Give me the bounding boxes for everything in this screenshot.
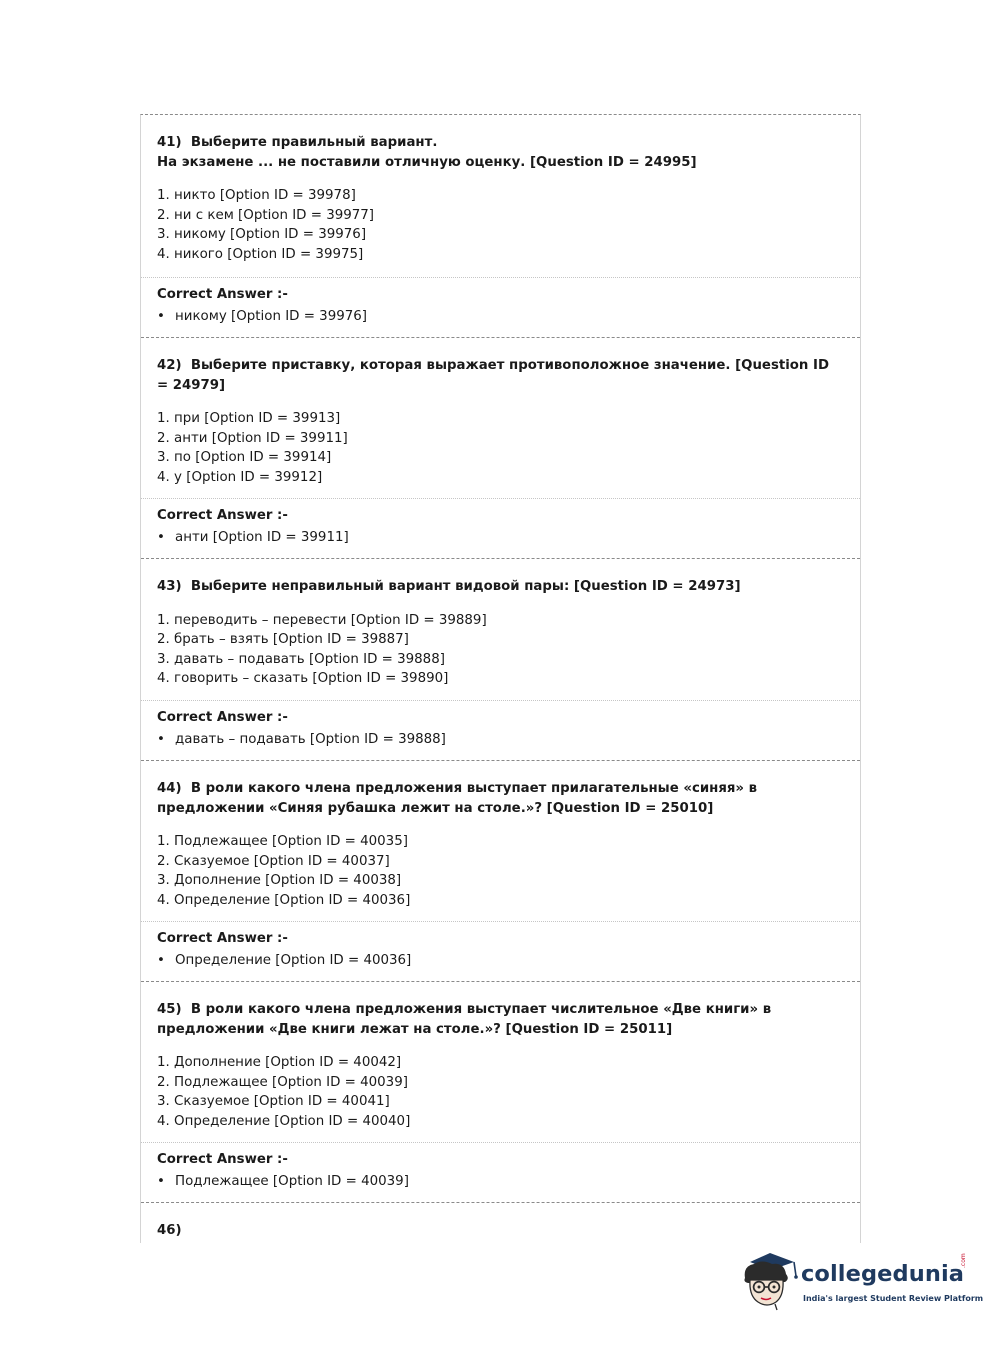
brand-dotcom: .com <box>960 1253 967 1268</box>
question-block <box>141 761 860 982</box>
question-text: 44) В роли какого члена предложения выступает прилагательные «синяя» в предложении «Синяя рубашка лежит на столе.»? [Question ID = 25010] <box>157 781 758 816</box>
correct-answer: • Подлежащее [Option ID = 40039] <box>157 1172 844 1192</box>
correct-answer: • никому [Option ID = 39976] <box>157 307 844 327</box>
question-paper <box>140 114 861 1243</box>
correct-answer-label: Correct Answer :- <box>157 508 288 523</box>
question-block <box>141 115 860 338</box>
options-list <box>157 186 844 273</box>
answer-part <box>141 278 860 337</box>
question-part <box>141 761 860 922</box>
option-item: 4. говорить – сказать [Option ID = 39890] <box>157 671 449 687</box>
option-item: 1. никто [Option ID = 39978] <box>157 188 356 204</box>
option-item: 2. Сказуемое [Option ID = 40037] <box>157 853 390 869</box>
answer-part <box>141 1143 860 1202</box>
option-item: 4. Определение [Option ID = 40036] <box>157 892 411 908</box>
question-block <box>141 559 860 761</box>
option-item: 3. Сказуемое [Option ID = 40041] <box>157 1094 390 1110</box>
question-part <box>141 982 860 1143</box>
option-item: 4. никого [Option ID = 39975] <box>157 246 364 262</box>
correct-answer-list <box>157 1172 844 1192</box>
student-mascot-icon <box>740 1248 802 1312</box>
correct-answer-list <box>157 528 844 548</box>
options-list <box>157 409 844 496</box>
question-part <box>141 338 860 499</box>
option-item: 3. Дополнение [Option ID = 40038] <box>157 873 402 889</box>
question-text: 45) В роли какого члена предложения выступает числительное «Две книги» в предложении «Две книги лежат на столе.»? [Question ID = 25011] <box>157 1002 772 1037</box>
option-item: 2. ни с кем [Option ID = 39977] <box>157 207 375 223</box>
correct-answer: • Определение [Option ID = 40036] <box>157 951 844 971</box>
answer-part <box>141 701 860 760</box>
option-item: 2. брать – взять [Option ID = 39887] <box>157 632 409 648</box>
question-number: 46) <box>157 1223 182 1238</box>
collegedunia-logo[interactable] <box>740 1248 984 1312</box>
option-item: 3. давать – подавать [Option ID = 39888] <box>157 651 445 667</box>
option-item: 2. Подлежащее [Option ID = 40039] <box>157 1074 408 1090</box>
question-text: 43) Выберите неправильный вариант видовой пары: [Question ID = 24973] <box>157 579 741 594</box>
options-list <box>157 832 844 919</box>
option-item: 3. никому [Option ID = 39976] <box>157 227 367 243</box>
correct-answer-label: Correct Answer :- <box>157 1152 288 1167</box>
answer-part <box>141 922 860 981</box>
correct-answer-label: Correct Answer :- <box>157 287 288 302</box>
question-block <box>141 982 860 1203</box>
option-item: 1. Подлежащее [Option ID = 40035] <box>157 834 408 850</box>
question-text: 42) Выберите приставку, которая выражает противоположное значение. [Question ID = 24979] <box>157 358 829 393</box>
correct-answer-label: Correct Answer :- <box>157 931 288 946</box>
option-item: 1. при [Option ID = 39913] <box>157 411 341 427</box>
option-item: 1. переводить – перевести [Option ID = 39889] <box>157 612 487 628</box>
answer-part <box>141 499 860 558</box>
question-text: 41) Выберите правильный вариант. На экзамене ... не поставили отличную оценку. [Question ID = 24995] <box>157 135 697 170</box>
brand-name: collegedunia <box>801 1261 965 1287</box>
correct-answer-label: Correct Answer :- <box>157 710 288 725</box>
option-item: 2. анти [Option ID = 39911] <box>157 430 348 446</box>
option-item: 4. у [Option ID = 39912] <box>157 469 323 485</box>
question-part <box>141 115 860 278</box>
question-block <box>141 1203 860 1243</box>
question-part <box>141 1203 860 1243</box>
option-item: 1. Дополнение [Option ID = 40042] <box>157 1055 402 1071</box>
options-list <box>157 1053 844 1140</box>
correct-answer-list <box>157 951 844 971</box>
question-block <box>141 338 860 559</box>
brand-tagline: India's largest Student Review Platform <box>803 1294 984 1303</box>
option-item: 4. Определение [Option ID = 40040] <box>157 1113 411 1129</box>
question-part <box>141 559 860 701</box>
correct-answer: • давать – подавать [Option ID = 39888] <box>157 730 844 750</box>
correct-answer: • анти [Option ID = 39911] <box>157 528 844 548</box>
correct-answer-list <box>157 307 844 327</box>
option-item: 3. по [Option ID = 39914] <box>157 450 332 466</box>
correct-answer-list <box>157 730 844 750</box>
options-list <box>157 611 844 698</box>
